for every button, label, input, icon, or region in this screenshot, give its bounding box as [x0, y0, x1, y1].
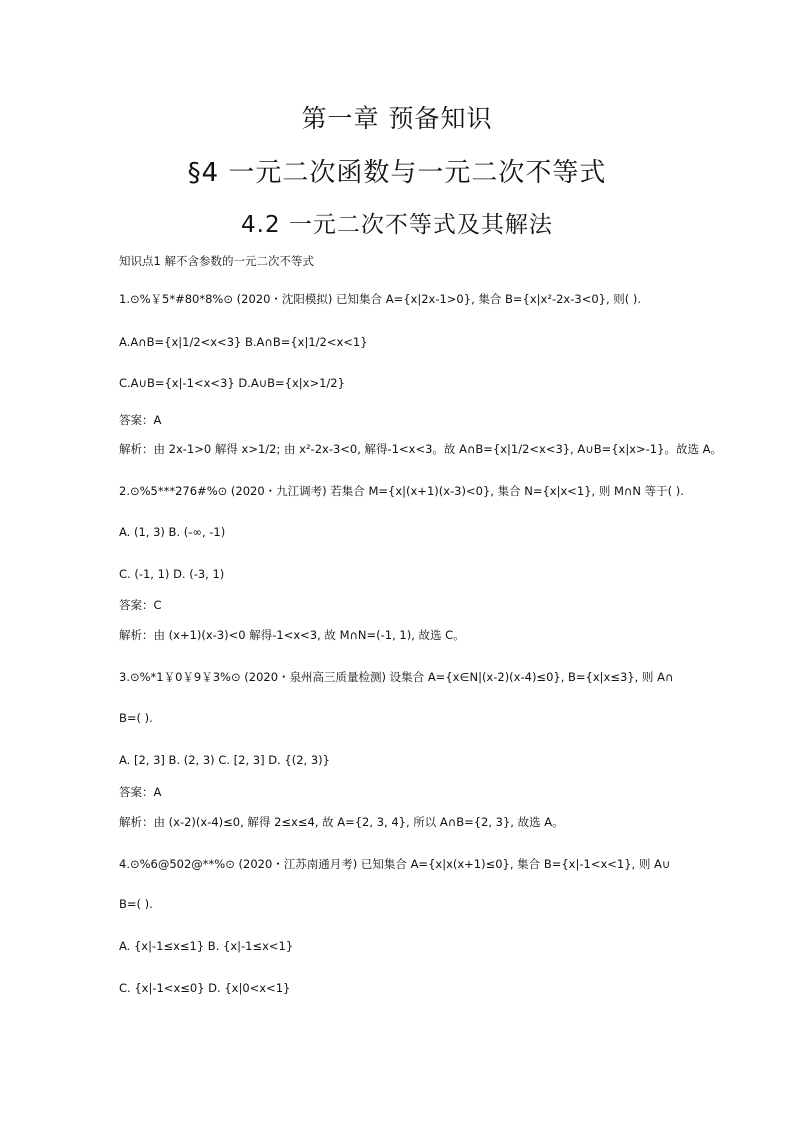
q2-answer: 答案：C	[119, 598, 162, 612]
section-title: §4 一元二次函数与一元二次不等式	[187, 158, 607, 188]
chapter-title: 第一章 预备知识	[301, 104, 493, 133]
knowledge-point-heading: 知识点1 解不含参数的一元二次不等式	[119, 254, 314, 268]
question-4: 4.⊙%6@502@**%⊙ (2020・江苏南通月考) 已知集合 A={x|x(x+1)≤0}, 集合 B={x|-1<x<1}, 则 A∪	[119, 857, 671, 871]
question-2: 2.⊙%5***276#%⊙ (2020・九江调考) 若集合 M={x|(x+1)(x-3)<0}, 集合 N={x|x<1}, 则 M∩N 等于( ).	[119, 484, 684, 498]
q1-explanation: 解析：由 2x-1>0 解得 x>1/2; 由 x²-2x-3<0, 解得-1<x<3。故 A∩B={x|1/2<x<3}, A∪B={x|x>-1}。故选 A。	[119, 442, 722, 456]
q3-options: A. [2, 3] B. (2, 3) C. [2, 3] D. {(2, 3)}	[119, 753, 330, 767]
q3-answer: 答案：A	[119, 785, 162, 799]
q2-explanation: 解析：由 (x+1)(x-3)<0 解得-1<x<3, 故 M∩N=(-1, 1), 故选 C。	[119, 628, 465, 642]
subsection-title: 4.2 一元二次不等式及其解法	[241, 212, 553, 238]
q4-options-ab: A. {x|-1≤x≤1} B. {x|-1≤x<1}	[119, 939, 294, 953]
question-3: 3.⊙%*1￥0￥9￥3%⊙ (2020・泉州高三质量检测) 设集合 A={x∈N|(x-2)(x-4)≤0}, B={x|x≤3}, 则 A∩	[119, 670, 674, 684]
q2-options-ab: A. (1, 3) B. (-∞, -1)	[119, 525, 226, 539]
q4-options-cd: C. {x|-1<x≤0} D. {x|0<x<1}	[119, 981, 291, 995]
q2-options-cd: C. (-1, 1) D. (-3, 1)	[119, 567, 225, 581]
q1-answer: 答案：A	[119, 413, 162, 427]
question-3-cont: B=( ).	[119, 711, 153, 725]
q3-explanation: 解析：由 (x-2)(x-4)≤0, 解得 2≤x≤4, 故 A={2, 3, 4}, 所以 A∩B={2, 3}, 故选 A。	[119, 815, 564, 829]
q1-options-cd: C.A∪B={x|-1<x<3} D.A∪B={x|x>1/2}	[119, 376, 345, 390]
question-1: 1.⊙%￥5*#80*8%⊙ (2020・沈阳模拟) 已知集合 A={x|2x-1>0}, 集合 B={x|x²-2x-3<0}, 则( ).	[119, 292, 642, 306]
q1-options-ab: A.A∩B={x|1/2<x<3} B.A∩B={x|1/2<x<1}	[119, 335, 368, 349]
question-4-cont: B=( ).	[119, 897, 153, 911]
